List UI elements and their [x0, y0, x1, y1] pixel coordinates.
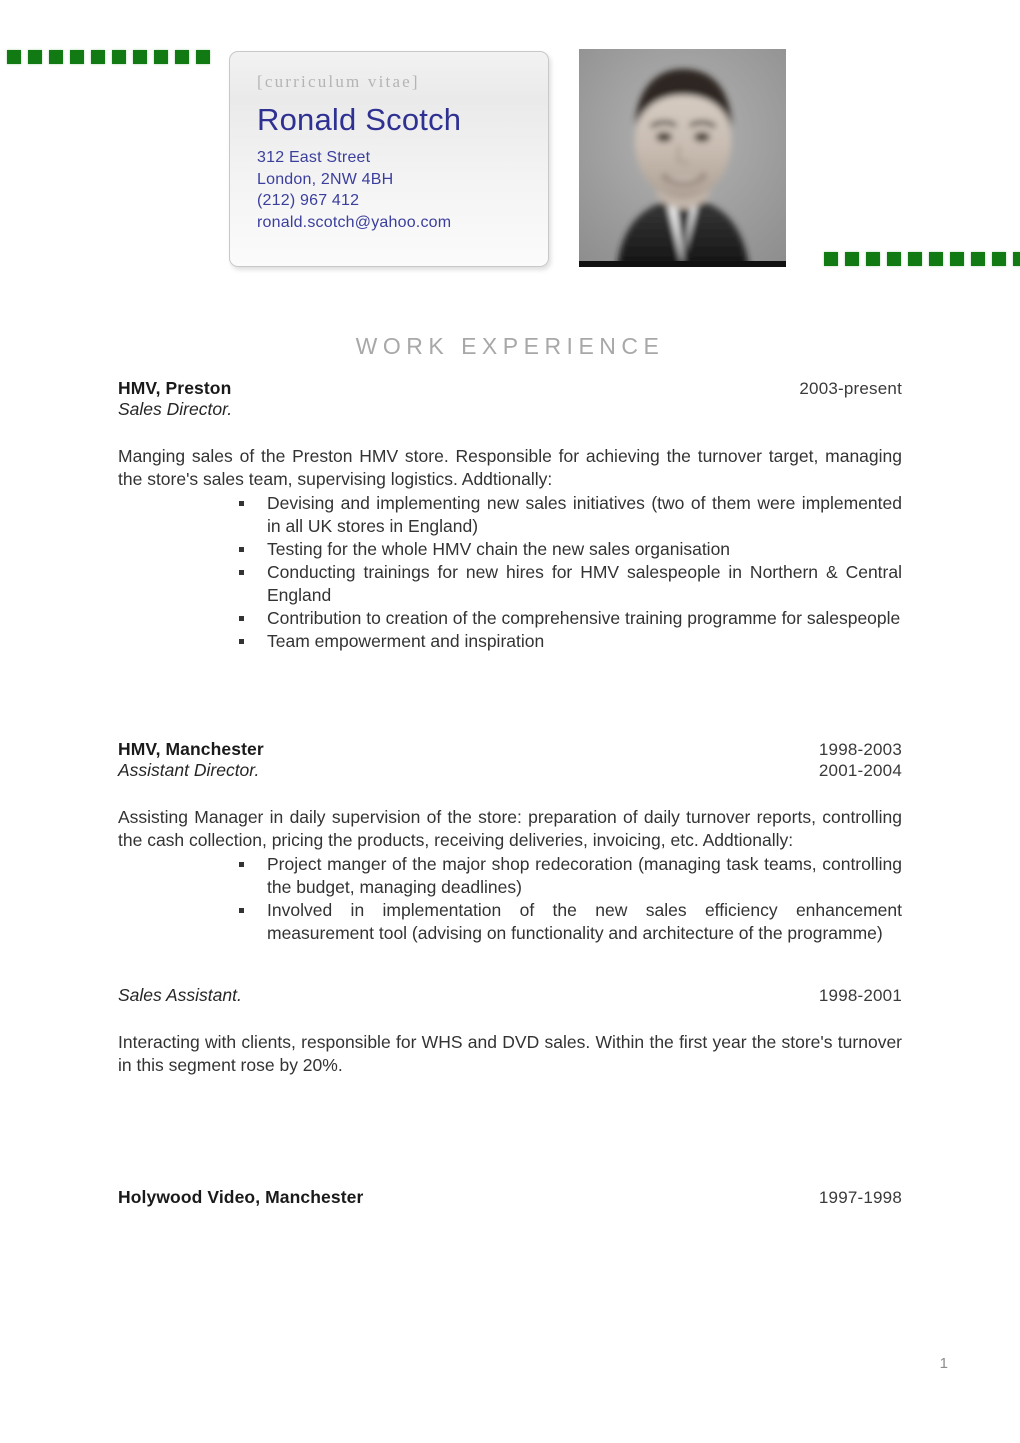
job-role: Sales Director. — [118, 399, 233, 419]
page-number: 1 — [939, 1355, 948, 1372]
list-item: Involved in implementation of the new sales efficiency enhancement measurement tool (advising on functionality and architecture of the programme) — [236, 899, 902, 945]
job-bullet-list — [118, 492, 902, 653]
section-heading-work-experience: WORK EXPERIENCE — [355, 333, 665, 359]
job-description: Interacting with clients, responsible for WHS and DVD sales. Within the first year the store's turnover in this segment rose by 20%. — [118, 1032, 902, 1075]
job-entry-hmv-manchester — [118, 739, 902, 945]
candidate-name: Ronald Scotch — [257, 102, 462, 137]
list-item: Project manger of the major shop redecoration (managing task teams, controlling the budget, managing deadlines) — [236, 853, 902, 899]
job-role-line — [118, 399, 902, 420]
job-entry-hmv-preston — [118, 378, 902, 653]
job-role: Sales Assistant. — [118, 985, 242, 1005]
job-role-line — [118, 985, 902, 1006]
job-bullet-list — [118, 853, 902, 945]
portrait-photo — [579, 49, 786, 267]
portrait-photo-graphic — [579, 49, 786, 267]
contact-street: 312 East Street — [257, 149, 371, 166]
contact-email: ronald.scotch@yahoo.com — [257, 213, 452, 231]
job-entry-sales-assistant — [118, 985, 902, 1077]
job-description: Manging sales of the Preston HMV store. Responsible for achieving the turnover target, managing the store's sales team, supervising logistics. Addtionally: — [118, 446, 902, 489]
job-company: HMV, Preston — [118, 378, 232, 398]
contact-details — [257, 147, 548, 233]
list-item: Conducting trainings for new hires for HMV salespeople in Northern & Central England — [236, 561, 902, 607]
list-item: Team empowerment and inspiration — [236, 630, 902, 653]
job-role-line — [118, 760, 902, 781]
contact-city: London, 2NW 4BH — [257, 170, 394, 188]
spacer — [118, 653, 902, 739]
spacer — [118, 1077, 902, 1187]
job-entry-holywood-video — [118, 1187, 902, 1208]
job-dates: 1997-1998 — [818, 1188, 902, 1207]
list-item: Testing for the whole HMV chain the new sales organisation — [236, 538, 902, 561]
job-header — [118, 739, 902, 760]
job-role-dates: 1998-2001 — [818, 986, 902, 1005]
job-header — [118, 1187, 902, 1208]
job-company: Holywood Video, Manchester — [118, 1187, 364, 1207]
curriculum-vitae-tag: [curriculum vitae] — [257, 72, 420, 91]
contact-card — [229, 51, 549, 267]
spacer — [118, 945, 902, 985]
list-item: Contribution to creation of the comprehensive training programme for salespeople — [236, 607, 902, 630]
job-header — [118, 378, 902, 399]
job-role-dates: 2001-2004 — [818, 761, 902, 780]
contact-phone: (212) 967 412 — [257, 192, 360, 209]
cv-header — [0, 0, 1020, 290]
job-company: HMV, Manchester — [118, 739, 264, 759]
job-dates: 1998-2003 — [818, 740, 902, 759]
cv-body — [118, 378, 902, 1208]
job-dates: 2003-present — [799, 379, 902, 398]
list-item: Devising and implementing new sales initiatives (two of them were implemented in all UK stores in England) — [236, 492, 902, 538]
job-description: Assisting Manager in daily supervision of the store: preparation of daily turnover reports, controlling the cash collection, pricing the products, receiving deliveries, invoicing, etc. Addtionally: — [118, 807, 902, 850]
job-role: Assistant Director. — [118, 760, 260, 780]
